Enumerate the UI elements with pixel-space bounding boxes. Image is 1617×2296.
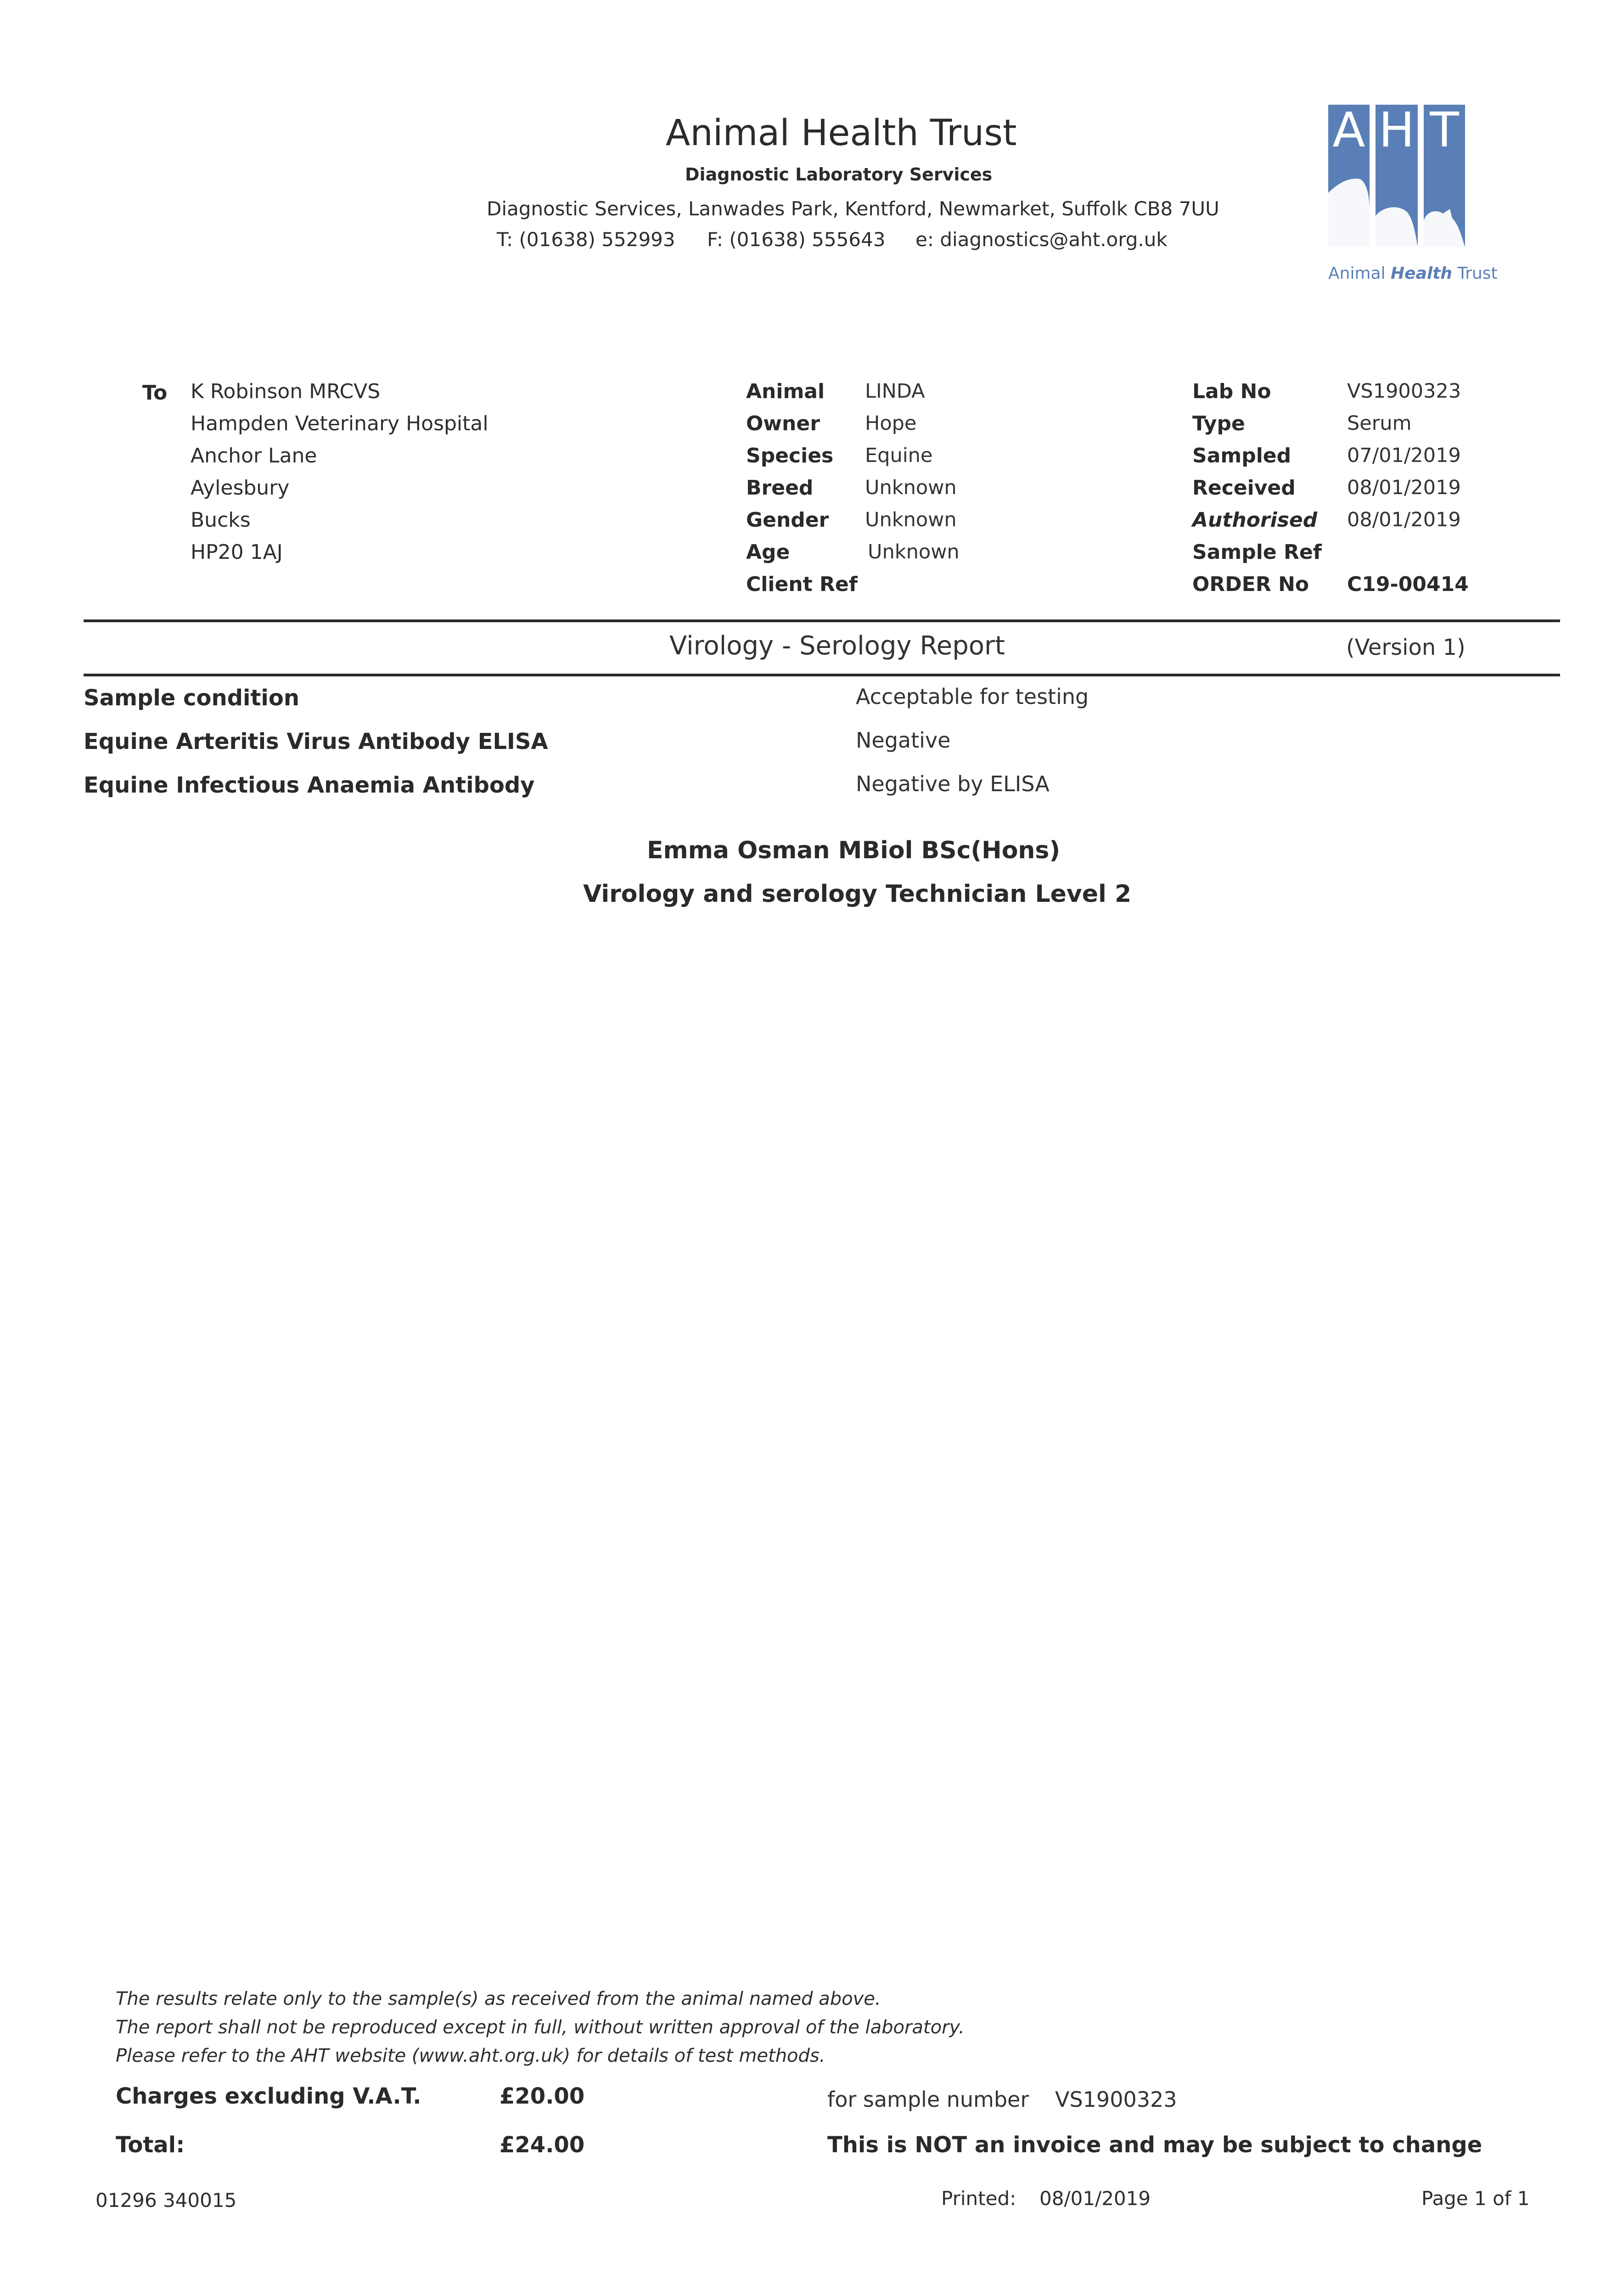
- sample-number-value: VS1900323: [1055, 2087, 1177, 2112]
- footer-phone: 01296 340015: [95, 2189, 237, 2212]
- charges-excl-vat-value: £20.00: [500, 2083, 585, 2109]
- total-label: Total:: [116, 2132, 185, 2158]
- recipient-practice: Hampden Veterinary Hospital: [191, 412, 488, 435]
- lab-no-label: Lab No: [1192, 380, 1271, 403]
- logo-letter-a-text: A: [1332, 102, 1365, 158]
- printed-date: 08/01/2019: [1039, 2187, 1151, 2210]
- report-title: Virology - Serology Report: [669, 631, 1005, 661]
- animal-silhouettes-icon: [1328, 165, 1465, 247]
- logo-letter-h-text: H: [1378, 102, 1415, 158]
- recipient-town: Aylesbury: [191, 476, 290, 500]
- received-value: 08/01/2019: [1347, 476, 1461, 499]
- test-name-eav: Equine Arteritis Virus Antibody ELISA: [84, 729, 548, 754]
- test-result-sample-condition: Acceptable for testing: [856, 684, 1089, 709]
- test-name-eia: Equine Infectious Anaemia Antibody: [84, 772, 535, 798]
- animal-label: Animal: [746, 380, 825, 403]
- signatory-role: Virology and serology Technician Level 2: [583, 880, 1132, 908]
- recipient-street: Anchor Lane: [191, 444, 317, 467]
- order-no-label: ORDER No: [1192, 573, 1309, 596]
- recipient-postcode: HP20 1AJ: [191, 540, 283, 564]
- animal-value: LINDA: [865, 380, 925, 403]
- to-label: To: [142, 381, 168, 405]
- invoice-notice: This is NOT an invoice and may be subject to change: [827, 2132, 1482, 2158]
- breed-label: Breed: [746, 476, 814, 500]
- sample-ref-label: Sample Ref: [1192, 540, 1322, 564]
- total-value: £24.00: [500, 2132, 585, 2158]
- type-label: Type: [1192, 412, 1245, 435]
- recipient-county: Bucks: [191, 508, 251, 532]
- disclaimer-line-3: Please refer to the AHT website (www.aht.org.uk) for details of test methods.: [116, 2045, 825, 2066]
- species-label: Species: [746, 444, 834, 467]
- organisation-name: Animal Health Trust: [666, 113, 1017, 154]
- logo-caption-part3: Trust: [1452, 264, 1498, 283]
- authorised-value: 08/01/2019: [1347, 508, 1461, 531]
- test-result-eav: Negative: [856, 728, 951, 753]
- logo-caption-part2: Health: [1391, 264, 1453, 283]
- top-divider: [84, 619, 1560, 622]
- report-version: (Version 1): [1346, 635, 1465, 660]
- age-value: Unknown: [868, 540, 960, 563]
- disclaimer-line-2: The report shall not be reproduced except in full, without written approval of the laboratory.: [116, 2017, 965, 2038]
- organisation-subtitle: Diagnostic Laboratory Services: [685, 164, 993, 185]
- owner-value: Hope: [865, 412, 917, 435]
- sampled-label: Sampled: [1192, 444, 1291, 467]
- received-label: Received: [1192, 476, 1296, 500]
- organisation-phone: T: (01638) 552993: [497, 228, 675, 251]
- species-value: Equine: [865, 444, 933, 467]
- age-label: Age: [746, 540, 790, 564]
- sampled-value: 07/01/2019: [1347, 444, 1461, 467]
- page-number: Page 1 of 1: [1421, 2187, 1530, 2210]
- printed-label: Printed:: [941, 2187, 1016, 2210]
- logo-letter-t-text: T: [1430, 102, 1459, 158]
- breed-value: Unknown: [865, 476, 957, 499]
- disclaimer-line-1: The results relate only to the sample(s) as received from the animal named above.: [116, 1988, 881, 2009]
- type-value: Serum: [1347, 412, 1412, 435]
- organisation-address: Diagnostic Services, Lanwades Park, Kentford, Newmarket, Suffolk CB8 7UU: [487, 197, 1219, 220]
- bottom-divider: [84, 674, 1560, 676]
- signatory-name: Emma Osman MBiol BSc(Hons): [647, 837, 1061, 864]
- gender-label: Gender: [746, 508, 829, 532]
- test-result-eia: Negative by ELISA: [856, 771, 1050, 796]
- sample-number-label: for sample number: [827, 2087, 1029, 2112]
- charges-excl-vat-label: Charges excluding V.A.T.: [116, 2083, 421, 2109]
- lab-no-value: VS1900323: [1347, 380, 1461, 403]
- owner-label: Owner: [746, 412, 820, 435]
- test-name-sample-condition: Sample condition: [84, 685, 300, 711]
- gender-value: Unknown: [865, 508, 957, 531]
- authorised-label: Authorised: [1192, 508, 1318, 532]
- client-ref-label: Client Ref: [746, 573, 858, 596]
- logo-caption: [1328, 264, 1498, 283]
- logo-caption-part1: Animal: [1328, 264, 1391, 283]
- recipient-name: K Robinson MRCVS: [191, 380, 381, 403]
- organisation-email: e: diagnostics@aht.org.uk: [915, 228, 1168, 251]
- order-no-value: C19-00414: [1347, 573, 1469, 596]
- organisation-fax: F: (01638) 555643: [707, 228, 886, 251]
